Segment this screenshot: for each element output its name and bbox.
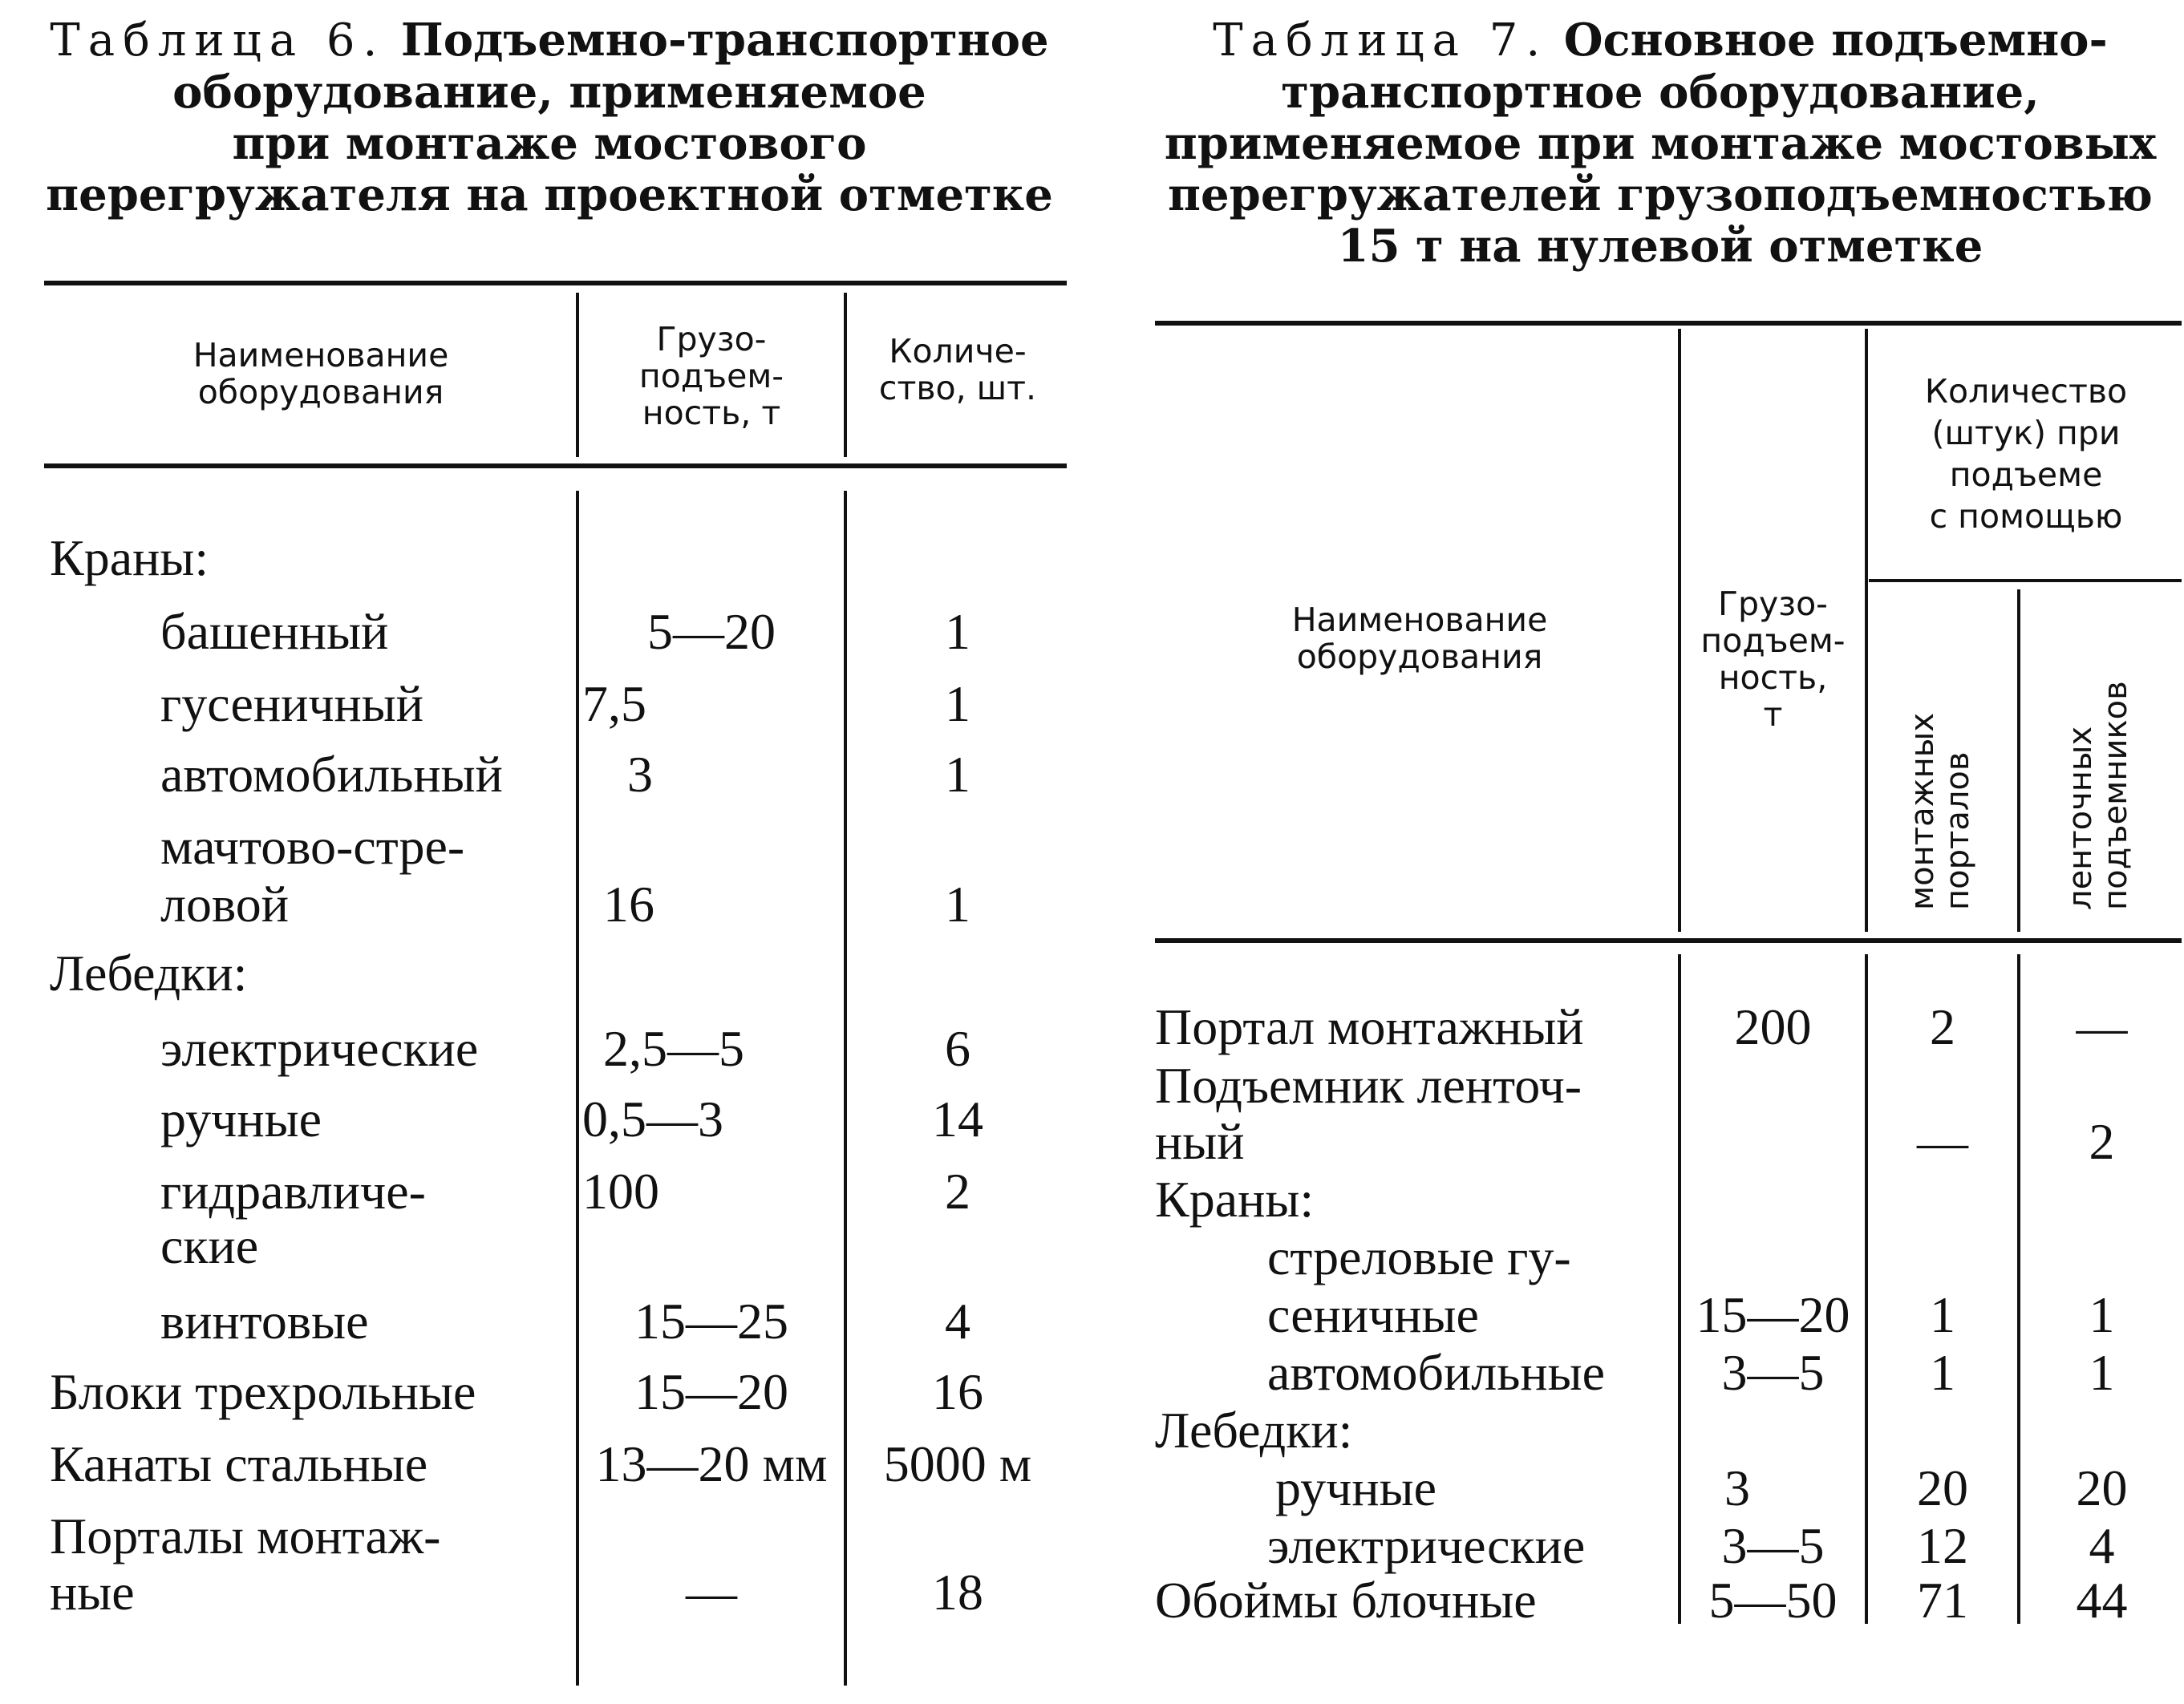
- table-6-cell-capacity: —: [686, 1564, 737, 1621]
- header-line: оборудования: [1296, 637, 1543, 676]
- table-7-cell-lifts: 20: [2076, 1459, 2128, 1516]
- table-7-col-divider: [1678, 954, 1681, 1624]
- header-line: подъем-: [638, 357, 784, 395]
- table-6-header-rule: [44, 463, 1067, 468]
- table-7-title-line: транспортное оборудование,: [1281, 66, 2040, 119]
- table-6-cell-quantity: 1: [945, 675, 970, 732]
- table-6-cell-quantity: 1: [945, 746, 970, 803]
- table-7-title-line: перегружателей грузоподъемностью: [1168, 168, 2153, 221]
- table-7-cell-capacity: 200: [1734, 998, 1812, 1055]
- table-6-cell-quantity: 6: [945, 1020, 970, 1077]
- table-6-header-quantity: [849, 333, 1067, 407]
- header-line: Грузо-: [656, 320, 767, 358]
- header-line: монтажных: [1904, 712, 1941, 910]
- table-6-cell-capacity: 15—20: [634, 1363, 788, 1420]
- header-line: Количе-: [889, 332, 1027, 370]
- table-6-cell-name: Краны:: [50, 529, 209, 586]
- table-7-cell-name: Портал монтажный: [1155, 998, 1584, 1055]
- table-7-cell-name: Подъемник ленточ-: [1155, 1057, 1582, 1114]
- table-6-cell-capacity: 100: [582, 1163, 659, 1220]
- table-6-cell-name: Канаты стальные: [50, 1435, 428, 1492]
- table-7-col-divider: [1678, 329, 1681, 932]
- table-7-cell-name: ручные: [1275, 1459, 1436, 1516]
- table-7-cell-capacity: 3: [1724, 1459, 1750, 1516]
- table-6-title-line: Подъемно-транспортное: [400, 14, 1049, 67]
- header-line: порталов: [1939, 751, 1976, 910]
- table-6-col-divider: [576, 491, 579, 1686]
- header-line: ность, т: [642, 394, 781, 432]
- table-7-cell-name: стреловые гу-: [1267, 1228, 1571, 1285]
- table-6-cell-name: гусеничный: [160, 675, 424, 732]
- table-6-cell-quantity: 16: [932, 1363, 983, 1420]
- table-7-header-portals: [1905, 646, 1975, 910]
- table-6-cell-capacity: 16: [603, 876, 654, 933]
- header-line: подъемников: [2097, 681, 2134, 910]
- table-6-cell-name: ловой: [160, 876, 289, 933]
- table-6-col-divider: [576, 293, 579, 457]
- header-line: ленточных: [2062, 726, 2099, 910]
- table-6-top-rule: [44, 281, 1067, 285]
- table-7-cell-lifts: 44: [2076, 1572, 2128, 1629]
- table-6-cell-capacity: 7,5: [582, 675, 646, 732]
- table-7-cell-capacity: 5—50: [1708, 1572, 1838, 1629]
- table-6-col-divider: [844, 491, 847, 1686]
- table-7-cell-name: автомобильные: [1267, 1344, 1606, 1401]
- table-7-cell-lifts: —: [2076, 998, 2128, 1055]
- table-7-subheader-rule: [1869, 579, 2182, 582]
- table-7-cell-capacity: 3—5: [1721, 1344, 1825, 1401]
- table-7-cell-portals: 1: [1930, 1344, 1955, 1401]
- table-6-cell-name: ные: [50, 1564, 135, 1621]
- table-6-cell-quantity: 1: [945, 603, 970, 660]
- table-7-header-quantity-group: [1870, 370, 2182, 537]
- table-7-cell-portals: —: [1917, 1113, 1968, 1170]
- table-7-title-line: 15 т на нулевой отметке: [1337, 220, 1983, 273]
- table-6-col-divider: [844, 293, 847, 457]
- table-6-title: [32, 14, 1067, 221]
- table-7-cell-name: Лебедки:: [1155, 1402, 1353, 1459]
- table-6-cell-name: ручные: [160, 1091, 322, 1147]
- header-line: с помощью: [1929, 497, 2123, 536]
- header-line: Наименование: [192, 336, 449, 374]
- table-6-cell-capacity: 5—20: [647, 603, 776, 660]
- table-7-cell-name: сеничные: [1267, 1286, 1479, 1343]
- table-7-cell-name: Краны:: [1155, 1171, 1315, 1228]
- table-7-cell-name: ный: [1155, 1113, 1245, 1170]
- table-7-cell-name: Обоймы блочные: [1155, 1572, 1537, 1629]
- table-7-cell-capacity: 15—20: [1696, 1286, 1850, 1343]
- table-6-cell-quantity: 5000 м: [883, 1435, 1032, 1492]
- table-6-cell-name: башенный: [160, 603, 389, 660]
- table-6-cell-capacity: 15—25: [634, 1293, 788, 1350]
- table-7-cell-portals: 2: [1930, 998, 1955, 1055]
- table-7-title: [1139, 14, 2182, 272]
- header-line: Наименование: [1291, 601, 1548, 639]
- table-7-col-divider: [2017, 954, 2020, 1624]
- table-6-cell-capacity: 2,5—5: [603, 1020, 744, 1077]
- table-7-cell-capacity: 3—5: [1721, 1517, 1825, 1574]
- table-6-cell-name: гидравличе-: [160, 1163, 426, 1220]
- table-6-label: Таблица 6.: [50, 14, 386, 67]
- table-7-cell-lifts: 1: [2089, 1286, 2115, 1343]
- table-7-header-capacity: [1683, 585, 1863, 733]
- table-6-cell-quantity: 1: [945, 876, 970, 933]
- table-6-cell-quantity: 18: [932, 1564, 983, 1621]
- header-line: (штук) при: [1931, 414, 2121, 452]
- table-6-cell-capacity: 3: [627, 746, 653, 803]
- table-6-cell-name: Лебедки:: [50, 945, 248, 1002]
- table-7-cell-lifts: 4: [2089, 1517, 2115, 1574]
- table-7-cell-portals: 1: [1930, 1286, 1955, 1343]
- header-line: подъеме: [1949, 455, 2103, 494]
- header-line: ство, шт.: [878, 369, 1037, 407]
- header-line: оборудования: [197, 373, 444, 411]
- table-7-cell-portals: 12: [1917, 1517, 1968, 1574]
- table-7-top-rule: [1155, 321, 2182, 326]
- table-6-cell-name: мачтово-стре-: [160, 818, 465, 875]
- table-7-header-rule: [1155, 938, 2182, 943]
- table-7-cell-name: электрические: [1267, 1517, 1586, 1574]
- table-7-col-divider: [1865, 329, 1868, 932]
- table-7-col-divider: [2017, 589, 2020, 932]
- table-7-header-lifts: [2063, 613, 2133, 910]
- table-7-header-name: [1219, 601, 1620, 675]
- table-7-title-line: Основное подъемно-: [1563, 14, 2108, 67]
- table-6-cell-quantity: 14: [932, 1091, 983, 1147]
- header-line: Количество: [1924, 372, 2128, 411]
- table-7-cell-lifts: 1: [2089, 1344, 2115, 1401]
- header-line: ность,: [1718, 658, 1828, 697]
- table-6-header-capacity: [581, 321, 842, 431]
- table-7-cell-lifts: 2: [2089, 1113, 2115, 1170]
- table-6-cell-name: Порталы монтаж-: [50, 1508, 441, 1564]
- table-7-title-line: применяемое при монтаже мостовых: [1164, 117, 2157, 170]
- table-7-cell-portals: 20: [1917, 1459, 1968, 1516]
- table-6-cell-name: ские: [160, 1217, 259, 1274]
- table-6-title-line: оборудование, применяемое: [172, 66, 926, 119]
- table-6-title-line: перегружателя на проектной отметке: [46, 168, 1053, 221]
- table-7-label: Таблица 7.: [1213, 14, 1549, 67]
- table-7-cell-portals: 71: [1917, 1572, 1968, 1629]
- table-7-col-divider: [1865, 954, 1868, 1624]
- header-line: Грузо-: [1718, 585, 1828, 623]
- table-6-title-line: при монтаже мостового: [232, 117, 867, 170]
- table-6-cell-quantity: 2: [945, 1163, 970, 1220]
- table-6-cell-name: электрические: [160, 1020, 479, 1077]
- table-6-cell-name: винтовые: [160, 1293, 369, 1350]
- table-6-cell-capacity: 13—20 мм: [595, 1435, 828, 1492]
- table-6-cell-quantity: 4: [945, 1293, 970, 1350]
- header-line: т: [1763, 695, 1783, 734]
- header-line: подъем-: [1700, 621, 1846, 660]
- table-6-cell-capacity: 0,5—3: [582, 1091, 723, 1147]
- table-6-cell-name: автомобильный: [160, 746, 503, 803]
- table-6-cell-name: Блоки трехрольные: [50, 1363, 476, 1420]
- table-6-header-name: [80, 337, 561, 411]
